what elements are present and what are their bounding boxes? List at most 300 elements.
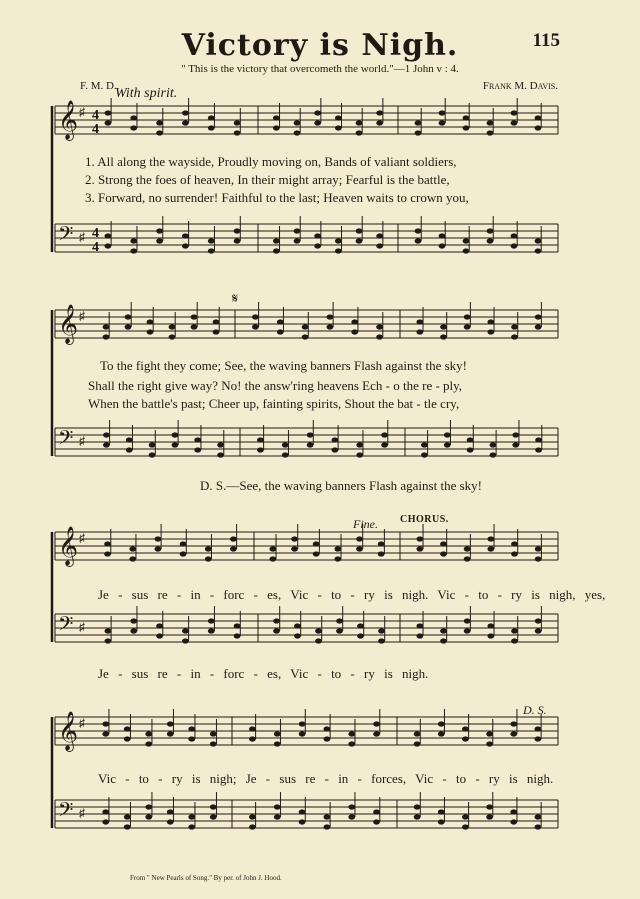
note-head bbox=[324, 726, 331, 731]
note-head bbox=[230, 546, 237, 551]
note-head bbox=[376, 233, 383, 238]
segno-icon: 𝄋 bbox=[232, 292, 239, 307]
note-head bbox=[440, 551, 447, 556]
note-head bbox=[314, 110, 321, 115]
note-head bbox=[273, 628, 280, 633]
note-head bbox=[535, 238, 542, 243]
note-head bbox=[180, 551, 187, 556]
note-head bbox=[269, 546, 276, 551]
sharp-icon: ♯ bbox=[79, 806, 85, 820]
note-head bbox=[252, 314, 259, 319]
note-head bbox=[351, 329, 358, 334]
note-head bbox=[145, 804, 152, 809]
note-head bbox=[487, 546, 494, 551]
note-head bbox=[313, 541, 320, 546]
note-head bbox=[421, 452, 428, 457]
note-head bbox=[416, 329, 423, 334]
bass-clef-icon: 𝄢 bbox=[58, 612, 74, 640]
note-head bbox=[217, 442, 224, 447]
note-head bbox=[191, 324, 198, 329]
note-head bbox=[336, 628, 343, 633]
note-head bbox=[487, 120, 494, 125]
tempo-marking: With spirit. bbox=[115, 86, 178, 101]
note-head bbox=[102, 721, 109, 726]
note-head bbox=[356, 546, 363, 551]
note-head bbox=[535, 546, 542, 551]
note-head bbox=[490, 442, 497, 447]
note-head bbox=[464, 628, 471, 633]
note-head bbox=[213, 319, 220, 324]
note-head bbox=[172, 442, 179, 447]
sharp-icon: ♯ bbox=[79, 620, 85, 634]
page-number: 115 bbox=[532, 30, 560, 51]
note-head bbox=[464, 556, 471, 561]
note-head bbox=[324, 736, 331, 741]
note-head bbox=[511, 541, 518, 546]
note-head bbox=[415, 130, 422, 135]
note-head bbox=[282, 442, 289, 447]
note-head bbox=[124, 824, 131, 829]
staff bbox=[55, 612, 558, 642]
note-head bbox=[182, 233, 189, 238]
note-head bbox=[213, 329, 220, 334]
note-head bbox=[440, 541, 447, 546]
note-head bbox=[348, 731, 355, 736]
note-head bbox=[357, 623, 364, 628]
note-head bbox=[291, 546, 298, 551]
note-head bbox=[156, 120, 163, 125]
note-head bbox=[512, 432, 519, 437]
note-head bbox=[314, 233, 321, 238]
note-head bbox=[105, 638, 112, 643]
note-head bbox=[234, 130, 241, 135]
note-head bbox=[182, 243, 189, 248]
note-head bbox=[124, 736, 131, 741]
note-head bbox=[102, 809, 109, 814]
note-head bbox=[188, 814, 195, 819]
note-head bbox=[510, 819, 517, 824]
note-head bbox=[104, 551, 111, 556]
time-signature: 4 bbox=[92, 226, 99, 241]
note-head bbox=[124, 726, 131, 731]
note-head bbox=[334, 546, 341, 551]
note-head bbox=[126, 447, 133, 452]
note-head bbox=[194, 447, 201, 452]
note-head bbox=[463, 238, 470, 243]
treble-clef-icon: 𝄞 bbox=[58, 711, 79, 751]
note-head bbox=[464, 618, 471, 623]
sharp-icon: ♯ bbox=[79, 716, 85, 730]
note-head bbox=[299, 721, 306, 726]
note-head bbox=[378, 638, 385, 643]
note-head bbox=[414, 814, 421, 819]
note-head bbox=[130, 125, 137, 130]
note-head bbox=[234, 623, 241, 628]
note-head bbox=[249, 814, 256, 819]
note-head bbox=[415, 238, 422, 243]
note-head bbox=[440, 638, 447, 643]
note-head bbox=[415, 120, 422, 125]
note-head bbox=[257, 447, 264, 452]
note-head bbox=[273, 115, 280, 120]
bass-clef-icon: 𝄢 bbox=[58, 426, 74, 454]
note-head bbox=[103, 334, 110, 339]
note-head bbox=[440, 628, 447, 633]
note-head bbox=[147, 329, 154, 334]
note-head bbox=[464, 314, 471, 319]
note-head bbox=[357, 633, 364, 638]
note-head bbox=[234, 228, 241, 233]
note-head bbox=[182, 628, 189, 633]
note-head bbox=[510, 731, 517, 736]
note-head bbox=[314, 120, 321, 125]
note-head bbox=[414, 731, 421, 736]
note-head bbox=[155, 546, 162, 551]
note-head bbox=[511, 243, 518, 248]
note-head bbox=[490, 452, 497, 457]
note-head bbox=[414, 804, 421, 809]
note-head bbox=[356, 442, 363, 447]
note-head bbox=[444, 432, 451, 437]
note-head bbox=[439, 110, 446, 115]
note-head bbox=[486, 814, 493, 819]
note-head bbox=[315, 628, 322, 633]
dal-segno-marking: D. S. bbox=[523, 703, 547, 717]
note-head bbox=[302, 334, 309, 339]
note-head bbox=[208, 248, 215, 253]
note-head bbox=[130, 238, 137, 243]
note-head bbox=[535, 824, 542, 829]
note-head bbox=[373, 819, 380, 824]
note-head bbox=[356, 536, 363, 541]
bass-clef-icon: 𝄢 bbox=[58, 798, 74, 826]
note-head bbox=[273, 238, 280, 243]
note-head bbox=[167, 731, 174, 736]
time-signature: 4 bbox=[92, 122, 99, 137]
note-head bbox=[487, 130, 494, 135]
chorus-lyric-final: Vic - to - ry is nigh; Je - sus re - in - forces, Vic - to - ry is nigh. bbox=[98, 771, 554, 786]
note-head bbox=[294, 633, 301, 638]
note-head bbox=[294, 623, 301, 628]
note-head bbox=[487, 536, 494, 541]
note-head bbox=[487, 238, 494, 243]
note-head bbox=[324, 814, 331, 819]
note-head bbox=[462, 736, 469, 741]
sharp-icon: ♯ bbox=[79, 531, 85, 545]
note-head bbox=[105, 243, 112, 248]
note-head bbox=[486, 731, 493, 736]
note-head bbox=[252, 324, 259, 329]
note-head bbox=[324, 824, 331, 829]
note-head bbox=[167, 721, 174, 726]
note-head bbox=[356, 120, 363, 125]
note-head bbox=[105, 628, 112, 633]
note-head bbox=[511, 638, 518, 643]
note-head bbox=[145, 814, 152, 819]
note-head bbox=[462, 726, 469, 731]
note-head bbox=[105, 110, 112, 115]
note-head bbox=[125, 324, 132, 329]
note-head bbox=[415, 228, 422, 233]
note-head bbox=[249, 726, 256, 731]
note-head bbox=[327, 324, 334, 329]
note-head bbox=[487, 329, 494, 334]
note-head bbox=[182, 110, 189, 115]
note-head bbox=[102, 731, 109, 736]
note-head bbox=[182, 120, 189, 125]
note-head bbox=[373, 809, 380, 814]
note-head bbox=[467, 437, 474, 442]
note-head bbox=[104, 541, 111, 546]
note-head bbox=[307, 442, 314, 447]
note-head bbox=[188, 824, 195, 829]
note-head bbox=[208, 125, 215, 130]
note-head bbox=[535, 248, 542, 253]
note-head bbox=[335, 115, 342, 120]
note-head bbox=[376, 324, 383, 329]
note-head bbox=[535, 628, 542, 633]
note-head bbox=[467, 447, 474, 452]
note-head bbox=[180, 541, 187, 546]
note-head bbox=[156, 228, 163, 233]
note-head bbox=[511, 334, 518, 339]
note-head bbox=[535, 314, 542, 319]
fine-marking: Fine. bbox=[353, 517, 378, 531]
note-head bbox=[210, 814, 217, 819]
note-head bbox=[487, 228, 494, 233]
note-head bbox=[335, 125, 342, 130]
note-head bbox=[356, 238, 363, 243]
note-head bbox=[167, 819, 174, 824]
note-head bbox=[464, 324, 471, 329]
note-head bbox=[234, 633, 241, 638]
note-head bbox=[210, 804, 217, 809]
note-head bbox=[130, 628, 137, 633]
note-head bbox=[376, 110, 383, 115]
note-head bbox=[145, 731, 152, 736]
note-head bbox=[381, 442, 388, 447]
note-head bbox=[438, 721, 445, 726]
treble-clef-icon: 𝄞 bbox=[58, 100, 79, 140]
note-head bbox=[172, 432, 179, 437]
note-head bbox=[105, 233, 112, 238]
note-head bbox=[156, 633, 163, 638]
note-head bbox=[102, 819, 109, 824]
note-head bbox=[191, 314, 198, 319]
note-head bbox=[535, 814, 542, 819]
note-head bbox=[439, 120, 446, 125]
note-head bbox=[511, 120, 518, 125]
chorus-lyric-upper: Je - sus re - in - forc - es, Vic - to - ry is nigh. Vic - to - ry is nigh, yes, bbox=[98, 587, 606, 602]
time-signature: 4 bbox=[92, 108, 99, 123]
note-head bbox=[511, 233, 518, 238]
note-head bbox=[182, 638, 189, 643]
note-head bbox=[487, 623, 494, 628]
note-head bbox=[373, 731, 380, 736]
note-head bbox=[535, 556, 542, 561]
note-head bbox=[167, 809, 174, 814]
note-head bbox=[217, 452, 224, 457]
note-head bbox=[463, 125, 470, 130]
note-head bbox=[145, 741, 152, 746]
note-head bbox=[274, 731, 281, 736]
note-head bbox=[535, 437, 542, 442]
note-head bbox=[336, 618, 343, 623]
note-head bbox=[269, 556, 276, 561]
note-head bbox=[294, 120, 301, 125]
note-head bbox=[299, 809, 306, 814]
note-head bbox=[511, 551, 518, 556]
note-head bbox=[307, 432, 314, 437]
scripture-epigraph: " This is the victory that overcometh the world."—1 John v : 4. bbox=[181, 63, 459, 75]
note-head bbox=[348, 814, 355, 819]
note-head bbox=[376, 334, 383, 339]
note-head bbox=[462, 814, 469, 819]
note-head bbox=[356, 130, 363, 135]
note-head bbox=[299, 819, 306, 824]
staff bbox=[55, 100, 558, 141]
note-head bbox=[277, 319, 284, 324]
staff bbox=[55, 222, 558, 252]
note-head bbox=[294, 130, 301, 135]
note-head bbox=[351, 319, 358, 324]
note-head bbox=[156, 130, 163, 135]
note-head bbox=[103, 324, 110, 329]
note-head bbox=[378, 628, 385, 633]
note-head bbox=[462, 824, 469, 829]
dal-segno-lyric: D. S.—See, the waving banners Flash against the sky! bbox=[200, 478, 482, 493]
verse-1-line-2: To the fight they come; See, the waving banners Flash against the sky! bbox=[100, 358, 467, 373]
note-head bbox=[273, 618, 280, 623]
time-signature: 4 bbox=[92, 240, 99, 255]
note-head bbox=[463, 248, 470, 253]
note-head bbox=[156, 623, 163, 628]
note-head bbox=[486, 804, 493, 809]
note-head bbox=[438, 809, 445, 814]
note-head bbox=[378, 551, 385, 556]
note-head bbox=[438, 819, 445, 824]
footer-credit: From " New Pearls of Song." By per. of John J. Hood. bbox=[130, 874, 282, 882]
note-head bbox=[440, 334, 447, 339]
note-head bbox=[535, 125, 542, 130]
note-head bbox=[535, 618, 542, 623]
note-head bbox=[277, 329, 284, 334]
note-head bbox=[155, 536, 162, 541]
treble-clef-icon: 𝄞 bbox=[58, 526, 79, 566]
chorus-lyric-lower: Je - sus re - in - forc - es, Vic - to - ry is nigh. bbox=[98, 666, 429, 681]
note-head bbox=[208, 618, 215, 623]
composer-credit: Frank M. Davis. bbox=[482, 80, 558, 92]
note-head bbox=[130, 248, 137, 253]
note-head bbox=[274, 814, 281, 819]
note-head bbox=[129, 546, 136, 551]
note-head bbox=[416, 319, 423, 324]
note-head bbox=[188, 736, 195, 741]
note-head bbox=[439, 243, 446, 248]
note-head bbox=[273, 248, 280, 253]
note-head bbox=[249, 736, 256, 741]
sharp-icon: ♯ bbox=[79, 309, 85, 323]
verse-3-line: 3. Forward, no surrender! Faithful to the last; Heaven waits to crown you, bbox=[85, 190, 469, 205]
note-head bbox=[335, 238, 342, 243]
note-head bbox=[129, 556, 136, 561]
note-head bbox=[356, 228, 363, 233]
note-head bbox=[230, 536, 237, 541]
note-head bbox=[169, 324, 176, 329]
bass-clef-icon: 𝄢 bbox=[58, 222, 74, 250]
note-head bbox=[124, 814, 131, 819]
note-head bbox=[294, 228, 301, 233]
note-head bbox=[234, 120, 241, 125]
note-head bbox=[335, 248, 342, 253]
note-head bbox=[208, 628, 215, 633]
note-head bbox=[294, 238, 301, 243]
note-head bbox=[208, 238, 215, 243]
note-head bbox=[463, 115, 470, 120]
note-head bbox=[378, 541, 385, 546]
note-head bbox=[257, 437, 264, 442]
note-head bbox=[510, 809, 517, 814]
verse-1-line: 1. All along the wayside, Proudly moving on, Bands of valiant soldiers, bbox=[85, 154, 457, 169]
note-head bbox=[105, 120, 112, 125]
note-head bbox=[314, 243, 321, 248]
sharp-icon: ♯ bbox=[79, 230, 85, 244]
note-head bbox=[208, 115, 215, 120]
note-head bbox=[486, 741, 493, 746]
hymn-title: Victory is Nigh. bbox=[181, 28, 459, 63]
note-head bbox=[149, 442, 156, 447]
note-head bbox=[313, 551, 320, 556]
treble-clef-icon: 𝄞 bbox=[58, 304, 79, 344]
note-head bbox=[332, 437, 339, 442]
note-head bbox=[421, 442, 428, 447]
note-head bbox=[149, 452, 156, 457]
note-head bbox=[130, 115, 137, 120]
note-head bbox=[511, 324, 518, 329]
note-head bbox=[487, 633, 494, 638]
note-head bbox=[464, 546, 471, 551]
note-head bbox=[376, 120, 383, 125]
note-head bbox=[416, 536, 423, 541]
note-head bbox=[249, 824, 256, 829]
note-head bbox=[194, 437, 201, 442]
note-head bbox=[512, 442, 519, 447]
note-head bbox=[156, 238, 163, 243]
note-head bbox=[334, 556, 341, 561]
note-head bbox=[315, 638, 322, 643]
note-head bbox=[416, 633, 423, 638]
note-head bbox=[126, 437, 133, 442]
note-head bbox=[414, 741, 421, 746]
note-head bbox=[205, 546, 212, 551]
note-head bbox=[535, 726, 542, 731]
note-head bbox=[332, 447, 339, 452]
note-head bbox=[210, 741, 217, 746]
note-head bbox=[416, 623, 423, 628]
note-head bbox=[274, 804, 281, 809]
note-head bbox=[125, 314, 132, 319]
note-head bbox=[103, 442, 110, 447]
note-head bbox=[210, 731, 217, 736]
note-head bbox=[205, 556, 212, 561]
sharp-icon: ♯ bbox=[79, 434, 85, 448]
verse-2-line: 2. Strong the foes of heaven, In their might array; Fearful is the battle, bbox=[85, 172, 450, 187]
note-head bbox=[274, 741, 281, 746]
note-head bbox=[103, 432, 110, 437]
note-head bbox=[291, 536, 298, 541]
note-head bbox=[327, 314, 334, 319]
note-head bbox=[535, 736, 542, 741]
